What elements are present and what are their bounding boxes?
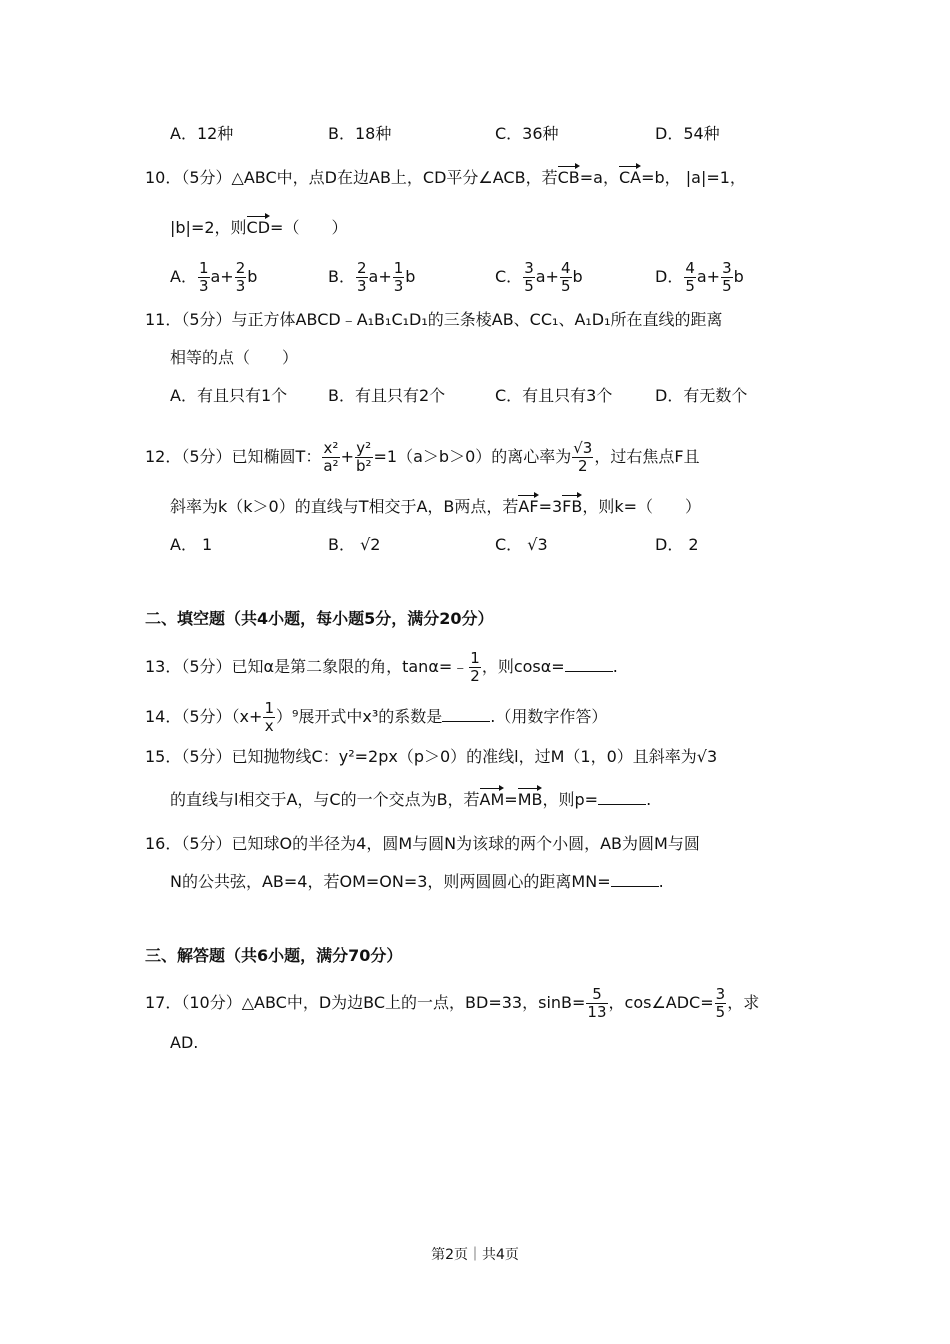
q12-line1: 12．（5分）已知椭圆T： $\frac{\text{x²}}{\text{a²}}$ + $\frac{\text{y²}}{\text{b²}}$ =1（a＞b＞0）的离心率为 $\frac{√3}{2}$ ，过右焦点F且 bbox=[145, 439, 700, 475]
option-label: B． bbox=[328, 267, 355, 286]
q16-line2: N的公共弦，AB=4，若OM=ON=3，则两圆圆心的距离MN= . bbox=[170, 872, 664, 891]
q16-number: 16． bbox=[145, 834, 182, 853]
q12-number: 12． bbox=[145, 447, 182, 466]
vector-ca: CA bbox=[618, 168, 642, 187]
q10-number: 10． bbox=[145, 168, 182, 187]
q10-option-c: C． $\frac{3}{5}$ a+ $\frac{4}{5}$ b bbox=[495, 259, 583, 295]
q13-number: 13． bbox=[145, 657, 182, 676]
q13-line: 13．（5分）已知α是第二象限的角，tanα=﹣ $\frac{1}{2}$ ，则cosα= . bbox=[145, 649, 618, 685]
answer-blank[interactable] bbox=[611, 872, 659, 887]
vector-fb: FB bbox=[562, 497, 583, 516]
q11-line1 bbox=[145, 310, 723, 330]
q10-answer-paren: =（ ） bbox=[270, 218, 348, 237]
fraction: $\frac{2}{3}$ bbox=[356, 259, 367, 295]
vector-cb: CB bbox=[557, 168, 580, 187]
q9-option-d: D．54种 bbox=[655, 124, 720, 143]
fraction-cosadc: $\frac{3}{5}$ bbox=[715, 985, 726, 1021]
q10-option-d: D． $\frac{4}{5}$ a+ $\frac{3}{5}$ b bbox=[655, 259, 744, 295]
fraction-y: $\frac{\text{y²}}{\text{b²}}$ bbox=[355, 439, 372, 475]
q15-line2-text: 的直线与l相交于A，与C的一个交点为B，若 bbox=[170, 790, 480, 809]
q10-line2 bbox=[170, 218, 347, 238]
q10-text: （5分）△ABC中，点D在边AB上，CD平分∠ACB，若 bbox=[181, 168, 558, 187]
q16-text: （5分）已知球O的半径为4，圆M与圆N为该球的两个小圆，AB为圆M与圆 bbox=[181, 834, 700, 853]
q10-option-b: B． $\frac{2}{3}$ a+ $\frac{1}{3}$ b bbox=[328, 259, 416, 295]
q16-line1 bbox=[145, 834, 700, 854]
q16-line2-text: N的公共弦，AB=4，若OM=ON=3，则两圆圆心的距离MN= bbox=[170, 872, 611, 891]
q14-post-text: ）⁹展开式中x³的系数是 bbox=[275, 707, 443, 726]
q11-option-d: D．有无数个 bbox=[655, 386, 748, 405]
section-fill-in-heading: 二、填空题（共4小题，每小题5分，满分20分） bbox=[145, 609, 494, 628]
vector-am: AM bbox=[479, 790, 505, 809]
q12-post-text: ，过右焦点F且 bbox=[594, 447, 700, 466]
q15-line2: 的直线与l相交于A，与C的一个交点为B，若AM=MB，则p= . bbox=[170, 790, 652, 809]
section-answer-heading: 三、解答题（共6小题，满分70分） bbox=[145, 946, 403, 965]
fraction: $\frac{3}{5}$ bbox=[722, 259, 732, 295]
fraction: $\frac{4}{5}$ bbox=[685, 259, 695, 295]
q12-text: （5分）已知椭圆T： bbox=[181, 447, 322, 466]
q17-line1 bbox=[145, 986, 759, 1021]
fraction-x: $\frac{\text{x²}}{\text{a²}}$ bbox=[323, 439, 339, 475]
q9-option-a: A．12种 bbox=[170, 124, 234, 143]
q12-line2: 斜率为k（k＞0）的直线与T相交于A，B两点，若AF=3FB，则k=（ ） bbox=[170, 497, 702, 516]
q10-option-a: A． $\frac{1}{3}$ a+ $\frac{2}{3}$ b bbox=[170, 259, 258, 295]
q17-line2: AD. bbox=[170, 1033, 199, 1052]
q11-line2: 相等的点（ ） bbox=[170, 348, 299, 367]
q15-number: 15． bbox=[145, 747, 182, 766]
q10-modulus-a: |a|=1， bbox=[685, 168, 746, 187]
q12-line2-text: 斜率为k（k＞0）的直线与T相交于A，B两点，若 bbox=[170, 497, 519, 516]
answer-blank[interactable] bbox=[565, 657, 613, 672]
answer-blank[interactable] bbox=[442, 707, 490, 722]
q10-modulus-b: |b|=2，则 bbox=[170, 218, 247, 237]
q14-text: （5分）（x+ bbox=[181, 707, 263, 726]
vector-mb: MB bbox=[517, 790, 543, 809]
option-label: A． bbox=[170, 267, 197, 286]
answer-blank[interactable] bbox=[598, 790, 646, 805]
q11-number: 11． bbox=[145, 310, 182, 329]
fraction: $\frac{1}{2}$ bbox=[470, 649, 480, 685]
vector-af: AF bbox=[518, 497, 539, 516]
page-footer: 第2页｜共4页 bbox=[431, 1247, 519, 1263]
q15-line1 bbox=[145, 747, 717, 767]
q12-mid-text: =1（a＞b＞0）的离心率为 bbox=[373, 447, 572, 466]
q10-line1 bbox=[145, 168, 746, 188]
fraction-sinb: $\frac{5}{13}$ bbox=[587, 985, 607, 1021]
q11-text: （5分）与正方体ABCD﹣A₁B₁C₁D₁的三条棱AB、CC₁、A₁D₁所在直线的距离 bbox=[181, 310, 723, 329]
q15-post-text: ，则p= bbox=[542, 790, 599, 809]
q11-option-c: C．有且只有3个 bbox=[495, 386, 613, 405]
fraction: $\frac{1}{3}$ bbox=[393, 259, 404, 295]
fraction: $\frac{3}{5}$ bbox=[524, 259, 534, 295]
q13-post-text: ，则cosα= bbox=[481, 657, 565, 676]
q12-option-c: C． √3 bbox=[495, 535, 548, 554]
q13-text: （5分）已知α是第二象限的角，tanα=﹣ bbox=[181, 657, 469, 676]
q11-option-a: A．有且只有1个 bbox=[170, 386, 288, 405]
q9-option-b: B．18种 bbox=[328, 124, 392, 143]
fraction: $\frac{4}{5}$ bbox=[560, 259, 571, 295]
q12-option-b: B． √2 bbox=[328, 535, 381, 554]
q12-option-d: D． 2 bbox=[655, 535, 699, 554]
option-label: C． bbox=[495, 267, 523, 286]
q10-eq-a: =a， bbox=[579, 168, 619, 187]
q14-line: 14．（5分）（x+ $\frac{1}{x}$ ）⁹展开式中x³的系数是 .（用数字作答） bbox=[145, 699, 608, 735]
fraction: $\frac{1}{3}$ bbox=[198, 259, 209, 295]
q17-mid-text: ，cos∠ADC= bbox=[608, 993, 714, 1012]
fraction: $\frac{1}{x}$ bbox=[264, 699, 274, 735]
q12-answer-paren: ，则k=（ ） bbox=[582, 497, 702, 516]
q17-text: （10分）△ABC中，D为边BC上的一点，BD=33，sinB= bbox=[181, 993, 586, 1012]
fraction-eccentricity: $\frac{√3}{2}$ bbox=[573, 439, 593, 475]
q15-text: （5分）已知抛物线C：y²=2px（p＞0）的准线l，过M（1，0）且斜率为√3 bbox=[181, 747, 718, 766]
q10-eq-b: =b， bbox=[641, 168, 681, 187]
q17-number: 17． bbox=[145, 993, 182, 1012]
q14-number: 14． bbox=[145, 707, 182, 726]
q9-option-c: C．36种 bbox=[495, 124, 559, 143]
option-label: D． bbox=[655, 267, 684, 286]
q12-option-a: A． 1 bbox=[170, 535, 213, 554]
q17-post-text: ，求 bbox=[727, 993, 760, 1012]
vector-cd: CD bbox=[246, 218, 271, 237]
fraction: $\frac{2}{3}$ bbox=[235, 259, 246, 295]
q11-option-b: B．有且只有2个 bbox=[328, 386, 446, 405]
